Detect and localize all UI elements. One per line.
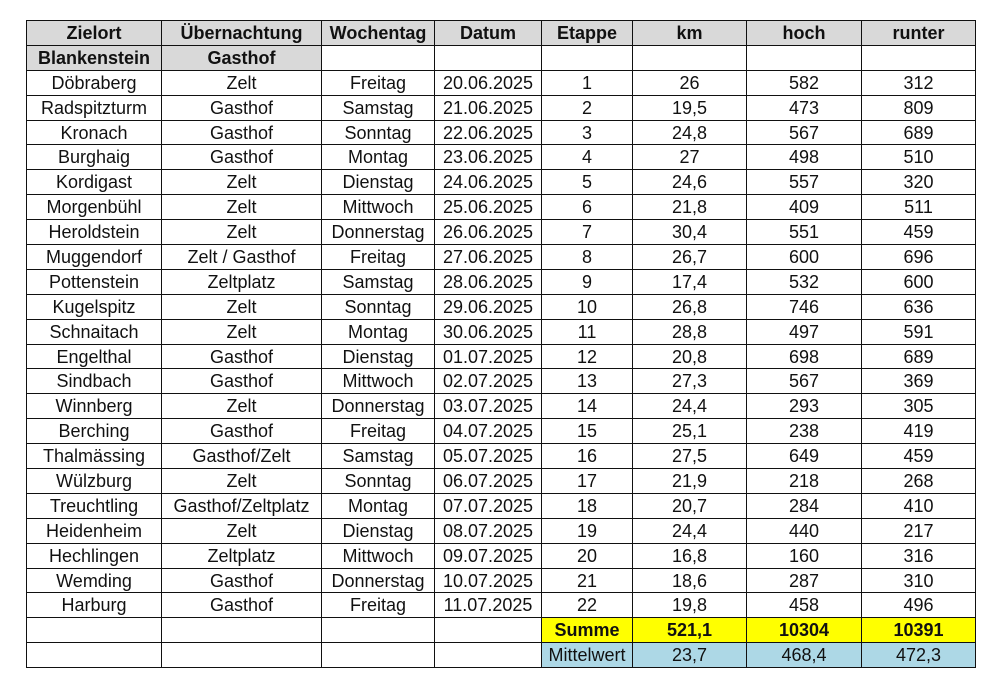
wochentag-cell[interactable]: Freitag xyxy=(322,70,435,95)
uebernachtung-cell[interactable]: Zelt / Gasthof xyxy=(162,245,322,270)
wochentag-cell[interactable]: Donnerstag xyxy=(322,568,435,593)
mittelwert-label[interactable]: Mittelwert xyxy=(542,643,633,668)
wochentag-cell[interactable]: Montag xyxy=(322,145,435,170)
uebernachtung-cell[interactable]: Zelt xyxy=(162,394,322,419)
datum-cell[interactable]: 24.06.2025 xyxy=(435,170,542,195)
hoch-cell[interactable]: 698 xyxy=(747,344,862,369)
hoch-cell[interactable]: 532 xyxy=(747,269,862,294)
uebernachtung-cell[interactable]: Gasthof xyxy=(162,568,322,593)
uebernachtung-cell[interactable]: Gasthof xyxy=(162,369,322,394)
table-row xyxy=(27,245,976,270)
runter-cell[interactable]: 591 xyxy=(862,319,976,344)
datum-cell[interactable]: 30.06.2025 xyxy=(435,319,542,344)
uebernachtung-cell[interactable]: Gasthof xyxy=(162,419,322,444)
mittelwert-row xyxy=(27,643,976,668)
summe-row xyxy=(27,618,976,643)
datum-cell[interactable]: 08.07.2025 xyxy=(435,518,542,543)
empty-cell[interactable] xyxy=(322,643,435,668)
start-ort-cell[interactable]: Blankenstein xyxy=(27,45,162,70)
etappe-cell[interactable]: 2 xyxy=(542,95,633,120)
wochentag-cell[interactable]: Mittwoch xyxy=(322,195,435,220)
header-row xyxy=(27,21,976,46)
zielort-cell[interactable]: Wemding xyxy=(27,568,162,593)
hoch-cell[interactable]: 284 xyxy=(747,493,862,518)
zielort-cell[interactable]: Döbraberg xyxy=(27,70,162,95)
etappe-cell[interactable]: 7 xyxy=(542,220,633,245)
datum-cell[interactable]: 22.06.2025 xyxy=(435,120,542,145)
runter-cell[interactable]: 268 xyxy=(862,469,976,494)
hoch-cell[interactable]: 649 xyxy=(747,444,862,469)
datum-cell[interactable]: 25.06.2025 xyxy=(435,195,542,220)
empty-cell[interactable] xyxy=(27,643,162,668)
etappe-cell[interactable]: 11 xyxy=(542,319,633,344)
zielort-cell[interactable]: Thalmässing xyxy=(27,444,162,469)
hoch-cell[interactable]: 600 xyxy=(747,245,862,270)
km-cell[interactable]: 24,8 xyxy=(633,120,747,145)
wochentag-cell[interactable]: Dienstag xyxy=(322,518,435,543)
km-cell[interactable]: 21,8 xyxy=(633,195,747,220)
table-row xyxy=(27,294,976,319)
datum-cell[interactable]: 23.06.2025 xyxy=(435,145,542,170)
runter-cell[interactable]: 696 xyxy=(862,245,976,270)
runter-cell[interactable]: 305 xyxy=(862,394,976,419)
runter-cell[interactable]: 369 xyxy=(862,369,976,394)
empty-cell[interactable] xyxy=(435,643,542,668)
empty-cell[interactable] xyxy=(322,45,435,70)
zielort-cell[interactable]: Engelthal xyxy=(27,344,162,369)
km-cell[interactable]: 19,5 xyxy=(633,95,747,120)
zielort-cell[interactable]: Winnberg xyxy=(27,394,162,419)
wochentag-cell[interactable]: Mittwoch xyxy=(322,543,435,568)
uebernachtung-cell[interactable]: Gasthof xyxy=(162,145,322,170)
etappe-cell[interactable]: 3 xyxy=(542,120,633,145)
tour-table xyxy=(26,20,976,668)
runter-cell[interactable]: 600 xyxy=(862,269,976,294)
datum-cell[interactable]: 20.06.2025 xyxy=(435,70,542,95)
hoch-cell[interactable]: 160 xyxy=(747,543,862,568)
table-row xyxy=(27,319,976,344)
km-cell[interactable]: 21,9 xyxy=(633,469,747,494)
wochentag-cell[interactable]: Mittwoch xyxy=(322,369,435,394)
table-row xyxy=(27,518,976,543)
start-row xyxy=(27,45,976,70)
table-row xyxy=(27,593,976,618)
etappe-cell[interactable]: 10 xyxy=(542,294,633,319)
runter-cell[interactable]: 320 xyxy=(862,170,976,195)
km-cell[interactable]: 24,6 xyxy=(633,170,747,195)
runter-cell[interactable]: 809 xyxy=(862,95,976,120)
hoch-cell[interactable]: 440 xyxy=(747,518,862,543)
uebernachtung-cell[interactable]: Gasthof xyxy=(162,120,322,145)
zielort-cell[interactable]: Treuchtling xyxy=(27,493,162,518)
datum-cell[interactable]: 11.07.2025 xyxy=(435,593,542,618)
start-uebernachtung-cell[interactable]: Gasthof xyxy=(162,45,322,70)
zielort-cell[interactable]: Kordigast xyxy=(27,170,162,195)
etappe-cell[interactable]: 4 xyxy=(542,145,633,170)
wochentag-cell[interactable]: Dienstag xyxy=(322,344,435,369)
km-cell[interactable]: 26,7 xyxy=(633,245,747,270)
datum-cell[interactable]: 09.07.2025 xyxy=(435,543,542,568)
runter-cell[interactable]: 217 xyxy=(862,518,976,543)
mittelwert-runter[interactable]: 472,3 xyxy=(862,643,976,668)
uebernachtung-cell[interactable]: Gasthof xyxy=(162,593,322,618)
wochentag-cell[interactable]: Dienstag xyxy=(322,170,435,195)
etappe-cell[interactable]: 21 xyxy=(542,568,633,593)
km-cell[interactable]: 19,8 xyxy=(633,593,747,618)
datum-cell[interactable]: 04.07.2025 xyxy=(435,419,542,444)
uebernachtung-cell[interactable]: Zeltplatz xyxy=(162,269,322,294)
km-cell[interactable]: 25,1 xyxy=(633,419,747,444)
hoch-cell[interactable]: 473 xyxy=(747,95,862,120)
empty-cell[interactable] xyxy=(862,45,976,70)
datum-cell[interactable]: 07.07.2025 xyxy=(435,493,542,518)
uebernachtung-cell[interactable]: Gasthof xyxy=(162,344,322,369)
datum-cell[interactable]: 26.06.2025 xyxy=(435,220,542,245)
zielort-cell[interactable]: Burghaig xyxy=(27,145,162,170)
hoch-cell[interactable]: 238 xyxy=(747,419,862,444)
etappe-cell[interactable]: 20 xyxy=(542,543,633,568)
table-row xyxy=(27,419,976,444)
empty-cell[interactable] xyxy=(435,618,542,643)
empty-cell[interactable] xyxy=(633,45,747,70)
wochentag-cell[interactable]: Samstag xyxy=(322,269,435,294)
summe-km[interactable]: 521,1 xyxy=(633,618,747,643)
datum-cell[interactable]: 02.07.2025 xyxy=(435,369,542,394)
uebernachtung-cell[interactable]: Zelt xyxy=(162,195,322,220)
table-row xyxy=(27,444,976,469)
hoch-cell[interactable]: 498 xyxy=(747,145,862,170)
summe-runter[interactable]: 10391 xyxy=(862,618,976,643)
wochentag-cell[interactable]: Sonntag xyxy=(322,294,435,319)
table-row xyxy=(27,120,976,145)
etappe-cell[interactable]: 22 xyxy=(542,593,633,618)
km-cell[interactable]: 30,4 xyxy=(633,220,747,245)
km-cell[interactable]: 26,8 xyxy=(633,294,747,319)
km-cell[interactable]: 20,8 xyxy=(633,344,747,369)
runter-cell[interactable]: 316 xyxy=(862,543,976,568)
uebernachtung-cell[interactable]: Zelt xyxy=(162,70,322,95)
wochentag-cell[interactable]: Samstag xyxy=(322,444,435,469)
km-cell[interactable]: 17,4 xyxy=(633,269,747,294)
wochentag-cell[interactable]: Samstag xyxy=(322,95,435,120)
table-row xyxy=(27,369,976,394)
table-row xyxy=(27,469,976,494)
zielort-cell[interactable]: Sindbach xyxy=(27,369,162,394)
datum-cell[interactable]: 10.07.2025 xyxy=(435,568,542,593)
etappe-cell[interactable]: 18 xyxy=(542,493,633,518)
wochentag-cell[interactable]: Donnerstag xyxy=(322,394,435,419)
runter-cell[interactable]: 410 xyxy=(862,493,976,518)
etappe-cell[interactable]: 15 xyxy=(542,419,633,444)
empty-cell[interactable] xyxy=(435,45,542,70)
datum-cell[interactable]: 05.07.2025 xyxy=(435,444,542,469)
km-cell[interactable]: 28,8 xyxy=(633,319,747,344)
uebernachtung-cell[interactable]: Gasthof/Zelt xyxy=(162,444,322,469)
wochentag-cell[interactable]: Montag xyxy=(322,319,435,344)
km-cell[interactable]: 26 xyxy=(633,70,747,95)
uebernachtung-cell[interactable]: Gasthof xyxy=(162,95,322,120)
uebernachtung-cell[interactable]: Zelt xyxy=(162,319,322,344)
hoch-cell[interactable]: 287 xyxy=(747,568,862,593)
hoch-cell[interactable]: 458 xyxy=(747,593,862,618)
summe-label[interactable]: Summe xyxy=(542,618,633,643)
mittelwert-hoch[interactable]: 468,4 xyxy=(747,643,862,668)
km-cell[interactable]: 20,7 xyxy=(633,493,747,518)
datum-cell[interactable]: 29.06.2025 xyxy=(435,294,542,319)
km-cell[interactable]: 24,4 xyxy=(633,518,747,543)
empty-cell[interactable] xyxy=(542,45,633,70)
zielort-cell[interactable]: Wülzburg xyxy=(27,469,162,494)
mittelwert-km[interactable]: 23,7 xyxy=(633,643,747,668)
runter-cell[interactable]: 310 xyxy=(862,568,976,593)
hoch-cell[interactable]: 293 xyxy=(747,394,862,419)
hoch-cell[interactable]: 567 xyxy=(747,369,862,394)
etappe-cell[interactable]: 13 xyxy=(542,369,633,394)
column-header-km[interactable]: km xyxy=(633,21,747,46)
table-row xyxy=(27,220,976,245)
datum-cell[interactable]: 01.07.2025 xyxy=(435,344,542,369)
empty-cell[interactable] xyxy=(162,618,322,643)
zielort-cell[interactable]: Hechlingen xyxy=(27,543,162,568)
etappe-cell[interactable]: 17 xyxy=(542,469,633,494)
runter-cell[interactable]: 312 xyxy=(862,70,976,95)
table-row xyxy=(27,493,976,518)
empty-cell[interactable] xyxy=(322,618,435,643)
runter-cell[interactable]: 496 xyxy=(862,593,976,618)
runter-cell[interactable]: 419 xyxy=(862,419,976,444)
uebernachtung-cell[interactable]: Zelt xyxy=(162,294,322,319)
uebernachtung-cell[interactable]: Zelt xyxy=(162,518,322,543)
hoch-cell[interactable]: 567 xyxy=(747,120,862,145)
etappe-cell[interactable]: 1 xyxy=(542,70,633,95)
empty-cell[interactable] xyxy=(162,643,322,668)
zielort-cell[interactable]: Heroldstein xyxy=(27,220,162,245)
km-cell[interactable]: 18,6 xyxy=(633,568,747,593)
table-row xyxy=(27,394,976,419)
km-cell[interactable]: 24,4 xyxy=(633,394,747,419)
uebernachtung-cell[interactable]: Zeltplatz xyxy=(162,543,322,568)
hoch-cell[interactable]: 218 xyxy=(747,469,862,494)
empty-cell[interactable] xyxy=(27,618,162,643)
etappe-cell[interactable]: 19 xyxy=(542,518,633,543)
hoch-cell[interactable]: 557 xyxy=(747,170,862,195)
zielort-cell[interactable]: Kronach xyxy=(27,120,162,145)
runter-cell[interactable]: 689 xyxy=(862,344,976,369)
zielort-cell[interactable]: Morgenbühl xyxy=(27,195,162,220)
datum-cell[interactable]: 28.06.2025 xyxy=(435,269,542,294)
etappe-cell[interactable]: 16 xyxy=(542,444,633,469)
runter-cell[interactable]: 511 xyxy=(862,195,976,220)
runter-cell[interactable]: 636 xyxy=(862,294,976,319)
summe-hoch[interactable]: 10304 xyxy=(747,618,862,643)
column-header-zielort[interactable]: Zielort xyxy=(27,21,162,46)
wochentag-cell[interactable]: Montag xyxy=(322,493,435,518)
table-row xyxy=(27,543,976,568)
datum-cell[interactable]: 21.06.2025 xyxy=(435,95,542,120)
runter-cell[interactable]: 459 xyxy=(862,220,976,245)
table-row xyxy=(27,195,976,220)
uebernachtung-cell[interactable]: Gasthof/Zeltplatz xyxy=(162,493,322,518)
uebernachtung-cell[interactable]: Zelt xyxy=(162,220,322,245)
hoch-cell[interactable]: 409 xyxy=(747,195,862,220)
zielort-cell[interactable]: Heidenheim xyxy=(27,518,162,543)
km-cell[interactable]: 16,8 xyxy=(633,543,747,568)
table-row xyxy=(27,269,976,294)
runter-cell[interactable]: 459 xyxy=(862,444,976,469)
datum-cell[interactable]: 27.06.2025 xyxy=(435,245,542,270)
column-header-etappe[interactable]: Etappe xyxy=(542,21,633,46)
wochentag-cell[interactable]: Freitag xyxy=(322,593,435,618)
table-row xyxy=(27,70,976,95)
column-header-uebernachtung[interactable]: Übernachtung xyxy=(162,21,322,46)
hoch-cell[interactable]: 746 xyxy=(747,294,862,319)
etappe-cell[interactable]: 9 xyxy=(542,269,633,294)
etappe-cell[interactable]: 6 xyxy=(542,195,633,220)
wochentag-cell[interactable]: Sonntag xyxy=(322,120,435,145)
zielort-cell[interactable]: Radspitzturm xyxy=(27,95,162,120)
km-cell[interactable]: 27 xyxy=(633,145,747,170)
zielort-cell[interactable]: Harburg xyxy=(27,593,162,618)
uebernachtung-cell[interactable]: Zelt xyxy=(162,170,322,195)
table-row xyxy=(27,170,976,195)
datum-cell[interactable]: 06.07.2025 xyxy=(435,469,542,494)
runter-cell[interactable]: 510 xyxy=(862,145,976,170)
etappe-cell[interactable]: 8 xyxy=(542,245,633,270)
km-cell[interactable]: 27,3 xyxy=(633,369,747,394)
runter-cell[interactable]: 689 xyxy=(862,120,976,145)
hoch-cell[interactable]: 497 xyxy=(747,319,862,344)
table-row xyxy=(27,95,976,120)
etappe-cell[interactable]: 12 xyxy=(542,344,633,369)
zielort-cell[interactable]: Pottenstein xyxy=(27,269,162,294)
zielort-cell[interactable]: Kugelspitz xyxy=(27,294,162,319)
etappe-cell[interactable]: 5 xyxy=(542,170,633,195)
zielort-cell[interactable]: Schnaitach xyxy=(27,319,162,344)
km-cell[interactable]: 27,5 xyxy=(633,444,747,469)
column-header-runter[interactable]: runter xyxy=(862,21,976,46)
etappe-cell[interactable]: 14 xyxy=(542,394,633,419)
datum-cell[interactable]: 03.07.2025 xyxy=(435,394,542,419)
table-row xyxy=(27,344,976,369)
table-row xyxy=(27,568,976,593)
hoch-cell[interactable]: 551 xyxy=(747,220,862,245)
hoch-cell[interactable]: 582 xyxy=(747,70,862,95)
zielort-cell[interactable]: Berching xyxy=(27,419,162,444)
column-header-hoch[interactable]: hoch xyxy=(747,21,862,46)
zielort-cell[interactable]: Muggendorf xyxy=(27,245,162,270)
wochentag-cell[interactable]: Freitag xyxy=(322,245,435,270)
uebernachtung-cell[interactable]: Zelt xyxy=(162,469,322,494)
wochentag-cell[interactable]: Freitag xyxy=(322,419,435,444)
wochentag-cell[interactable]: Donnerstag xyxy=(322,220,435,245)
wochentag-cell[interactable]: Sonntag xyxy=(322,469,435,494)
table-row xyxy=(27,145,976,170)
column-header-wochentag[interactable]: Wochentag xyxy=(322,21,435,46)
column-header-datum[interactable]: Datum xyxy=(435,21,542,46)
empty-cell[interactable] xyxy=(747,45,862,70)
